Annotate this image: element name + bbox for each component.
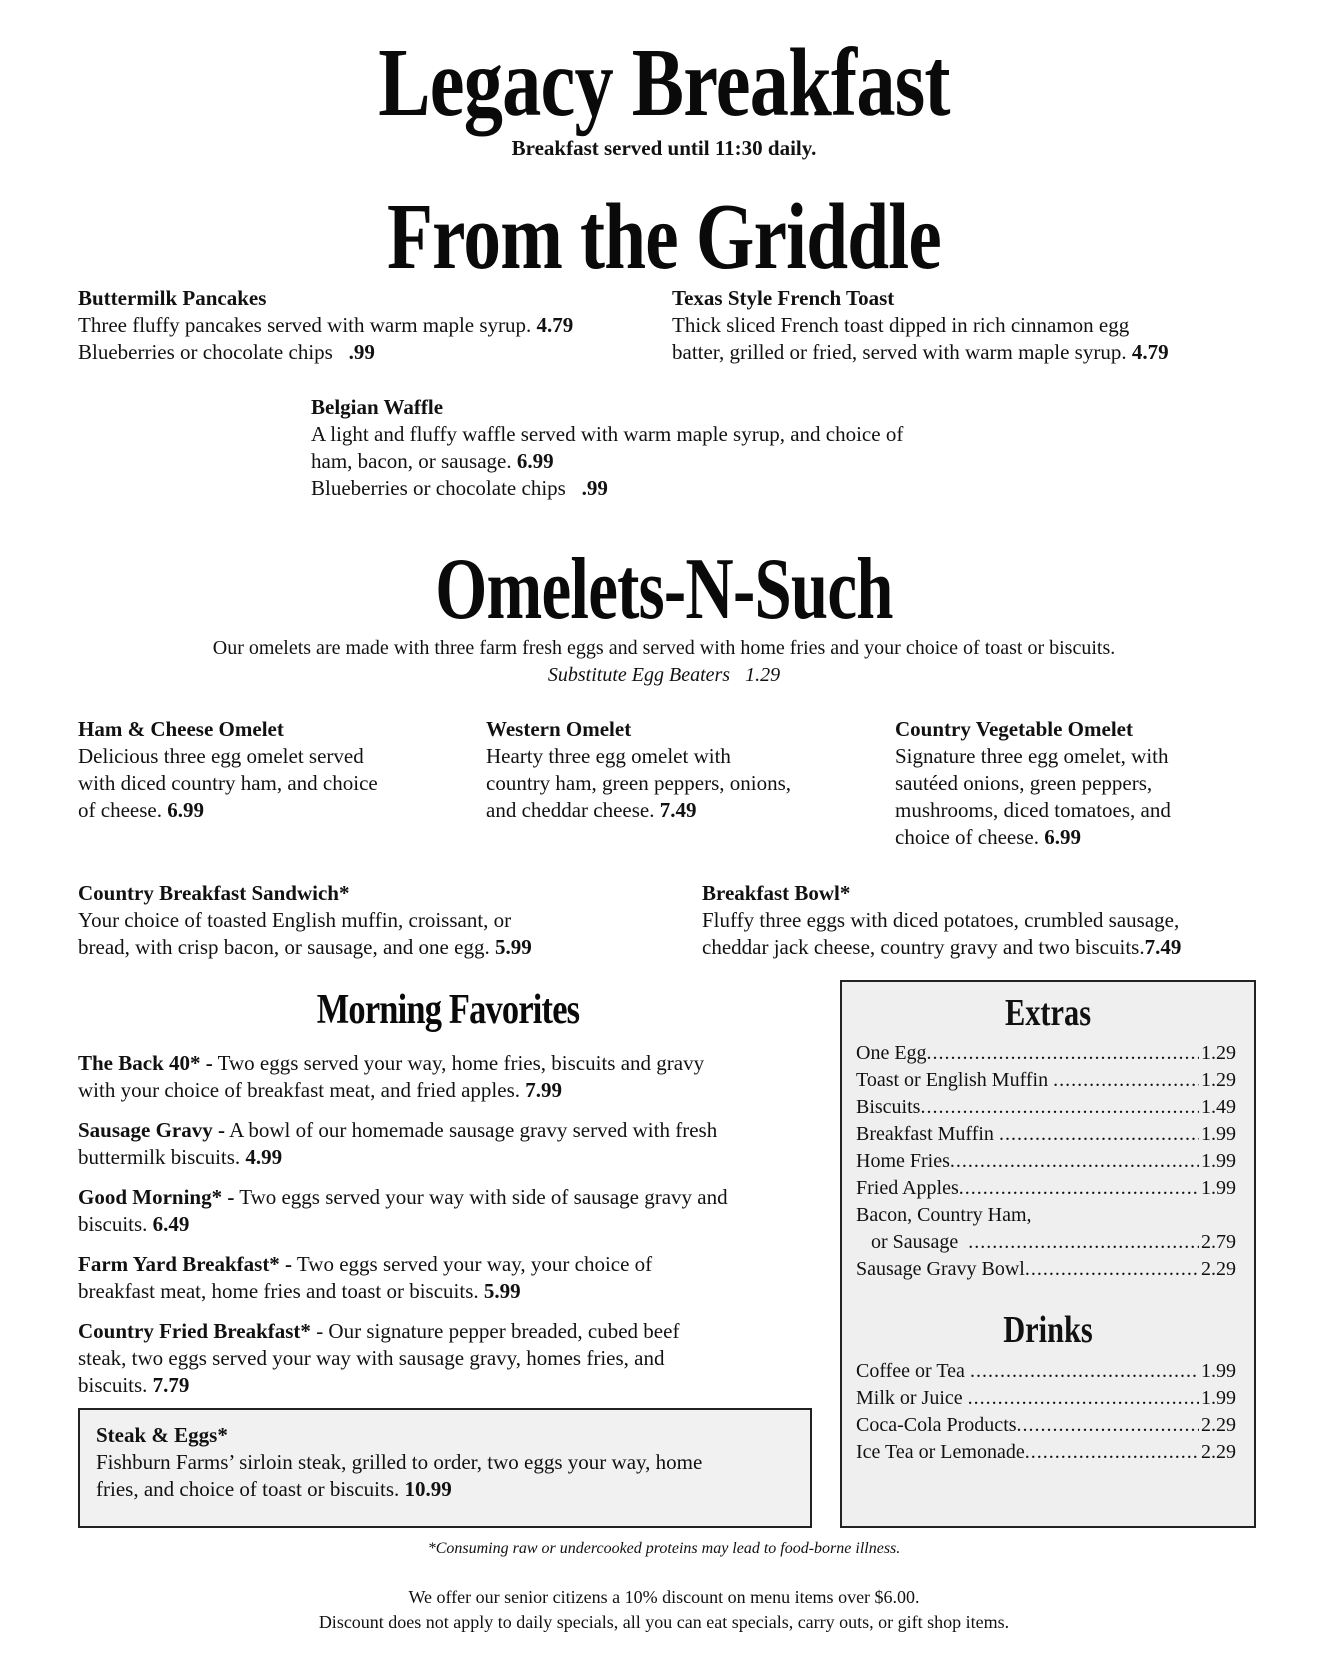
extra-price: 2.79 — [1201, 1231, 1236, 1253]
drinks-row — [856, 1439, 1236, 1466]
item-desc: ham, bacon, or sausage. — [311, 449, 512, 473]
extra-label: Breakfast Muffin — [856, 1123, 999, 1145]
item-price: 6.99 — [1044, 825, 1081, 849]
item-desc: Your choice of toasted English muffin, croissant, or — [78, 908, 512, 932]
item-desc: cheddar jack cheese, country gravy and two biscuits. — [702, 935, 1145, 959]
item-desc: of cheese. — [78, 798, 162, 822]
pancakes-item — [78, 285, 658, 366]
griddle-heading: From the Griddle — [387, 185, 941, 289]
breakfast-bowl — [702, 880, 1302, 961]
food-safety-disclaimer: *Consuming raw or undercooked proteins may lead to food-borne illness. — [427, 1540, 901, 1557]
ham-cheese-omelet — [78, 716, 458, 824]
extra-price: 1.99 — [1201, 1177, 1236, 1199]
drinks-heading: Drinks — [1003, 1309, 1093, 1351]
country-fried-item — [78, 1318, 818, 1399]
substitute-note: Substitute Egg Beaters — [547, 664, 731, 686]
item-desc: Delicious three egg omelet served — [78, 744, 364, 768]
omelets-intro — [0, 635, 1328, 689]
item-desc: buttermilk biscuits. — [78, 1145, 241, 1169]
drinks-row — [856, 1385, 1236, 1412]
item-desc: country ham, green peppers, onions, — [486, 771, 792, 795]
drink-price: 1.99 — [1201, 1387, 1236, 1409]
item-desc: and cheddar cheese. — [486, 798, 655, 822]
intro-text: Our omelets are made with three farm fresh eggs and served with home fries and your choice of toast or biscuits. — [212, 637, 1116, 659]
extra-label: Biscuits — [856, 1096, 921, 1118]
extras-drinks-box — [840, 980, 1256, 1528]
item-name: Sausage Gravy - — [78, 1118, 225, 1142]
item-desc: sautéed onions, green peppers, — [895, 771, 1153, 795]
item-desc: biscuits. — [78, 1373, 148, 1397]
extra-label: One Egg — [856, 1042, 927, 1064]
item-desc: with diced country ham, and choice — [78, 771, 378, 795]
item-price: 4.99 — [245, 1145, 283, 1169]
item-desc: Thick sliced French toast dipped in rich cinnamon egg — [672, 313, 1130, 337]
extra-label: Fried Apples — [856, 1177, 959, 1199]
item-price: 7.99 — [525, 1078, 562, 1102]
extra-price: 2.29 — [1201, 1258, 1236, 1280]
item-desc: - Our signature pepper breaded, cubed beef — [310, 1319, 680, 1343]
drinks-row — [856, 1412, 1236, 1439]
extra-label: or Sausage — [856, 1231, 969, 1253]
item-name: Country Fried Breakfast* — [78, 1319, 311, 1343]
extra-label: Toast or English Muffin — [856, 1069, 1054, 1091]
extras-row — [856, 1175, 1236, 1202]
item-desc: Signature three egg omelet, with — [895, 744, 1169, 768]
item-name: Texas Style French Toast — [672, 286, 895, 310]
item-name: Good Morning* - — [78, 1185, 235, 1209]
addon-price: .99 — [581, 476, 608, 500]
item-price: 6.99 — [516, 449, 554, 473]
extras-row — [856, 1148, 1236, 1175]
extras-row — [856, 1229, 1236, 1256]
extra-label: Sausage Gravy Bowl — [856, 1258, 1025, 1280]
breakfast-sandwich — [78, 880, 678, 961]
item-desc: Fluffy three eggs with diced potatoes, crumbled sausage, — [702, 908, 1180, 932]
item-price: 7.79 — [152, 1373, 190, 1397]
addon-price: .99 — [348, 340, 375, 364]
item-desc: A light and fluffy waffle served with warm maple syrup, and choice of — [311, 422, 904, 446]
item-price: 5.99 — [494, 935, 532, 959]
drink-price: 2.29 — [1201, 1414, 1236, 1436]
item-name: Ham & Cheese Omelet — [78, 717, 284, 741]
extras-row — [856, 1256, 1236, 1283]
drink-label: Coca-Cola Products — [856, 1414, 1017, 1436]
extra-price: 1.99 — [1201, 1123, 1236, 1145]
item-desc: Two eggs served your way, your choice of — [292, 1252, 653, 1276]
item-desc: breakfast meat, home fries and toast or biscuits. — [78, 1279, 479, 1303]
drink-price: 1.99 — [1201, 1360, 1236, 1382]
item-name: Breakfast Bowl* — [702, 881, 851, 905]
item-name: Belgian Waffle — [311, 395, 444, 419]
item-name: The Back 40* - — [78, 1051, 213, 1075]
extras-row — [856, 1202, 1236, 1229]
vegetable-omelet — [895, 716, 1295, 851]
menu-title: Legacy Breakfast — [378, 29, 950, 137]
item-price: 6.99 — [167, 798, 204, 822]
omelets-heading: Omelets-N-Such — [435, 541, 893, 638]
item-addon: Blueberries or chocolate chips — [78, 340, 333, 364]
extras-row — [856, 1040, 1236, 1067]
item-desc: bread, with crisp bacon, or sausage, and one egg. — [78, 935, 490, 959]
item-price: 6.49 — [152, 1212, 190, 1236]
western-omelet — [486, 716, 866, 824]
extra-price: 1.49 — [1201, 1096, 1236, 1118]
sausage-gravy-item — [78, 1117, 818, 1171]
item-name: Steak & Eggs* — [96, 1423, 228, 1447]
item-desc: A bowl of our homemade sausage gravy served with fresh — [225, 1118, 718, 1142]
extra-price: 1.99 — [1201, 1150, 1236, 1172]
item-desc: Two eggs served your way with side of sausage gravy and — [234, 1185, 728, 1209]
item-desc: steak, two eggs served your way with sausage gravy, homes fries, and — [78, 1346, 665, 1370]
extras-row — [856, 1121, 1236, 1148]
favorites-heading: Morning Favorites — [316, 987, 580, 1033]
item-desc: batter, grilled or fried, served with warm maple syrup. — [672, 340, 1127, 364]
breakfast-hours: Breakfast served until 11:30 daily. — [511, 136, 817, 160]
senior-line-2: Discount does not apply to daily specials, all you can eat specials, carry outs, or gift shop items. — [318, 1612, 1010, 1632]
item-desc: with your choice of breakfast meat, and fried apples. — [78, 1078, 520, 1102]
item-desc: Three fluffy pancakes served with warm maple syrup. — [78, 313, 532, 337]
back-40-item — [78, 1050, 818, 1104]
item-name: Country Vegetable Omelet — [895, 717, 1133, 741]
senior-discount-note — [0, 1585, 1328, 1635]
item-desc: choice of cheese. — [895, 825, 1039, 849]
item-price: 5.99 — [483, 1279, 521, 1303]
item-name: Buttermilk Pancakes — [78, 286, 267, 310]
steak-eggs-box — [78, 1408, 812, 1528]
extra-price: 1.29 — [1201, 1069, 1236, 1091]
drink-label: Ice Tea or Lemonade — [856, 1441, 1025, 1463]
drink-price: 2.29 — [1201, 1441, 1236, 1463]
extras-row — [856, 1094, 1236, 1121]
item-desc: Hearty three egg omelet with — [486, 744, 731, 768]
farm-yard-item — [78, 1251, 818, 1305]
item-name: Western Omelet — [486, 717, 632, 741]
substitute-price: 1.29 — [745, 664, 781, 686]
item-price: 4.79 — [536, 313, 574, 337]
extras-row — [856, 1067, 1236, 1094]
good-morning-item — [78, 1184, 818, 1238]
item-desc: mushrooms, diced tomatoes, and — [895, 798, 1171, 822]
item-price: 10.99 — [404, 1477, 452, 1501]
item-price: 7.49 — [1144, 935, 1182, 959]
drink-label: Milk or Juice — [856, 1387, 968, 1409]
item-name: Farm Yard Breakfast* - — [78, 1252, 293, 1276]
item-desc: fries, and choice of toast or biscuits. — [96, 1477, 400, 1501]
drink-label: Coffee or Tea — [856, 1360, 970, 1382]
waffle-item — [311, 394, 1031, 502]
extra-label: Bacon, Country Ham, — [856, 1204, 1032, 1226]
drinks-row — [856, 1358, 1236, 1385]
senior-line-1: We offer our senior citizens a 10% discount on menu items over $6.00. — [408, 1587, 920, 1607]
item-desc: biscuits. — [78, 1212, 148, 1236]
item-name: Country Breakfast Sandwich* — [78, 881, 350, 905]
french-toast-item — [672, 285, 1272, 366]
item-addon: Blueberries or chocolate chips — [311, 476, 566, 500]
item-desc: Two eggs served your way, home fries, biscuits and gravy — [212, 1051, 705, 1075]
extra-price: 1.29 — [1201, 1042, 1236, 1064]
item-price: 4.79 — [1131, 340, 1169, 364]
item-desc: Fishburn Farms’ sirloin steak, grilled to order, two eggs your way, home — [96, 1450, 703, 1474]
extra-label: Home Fries — [856, 1150, 950, 1172]
extras-heading: Extras — [1004, 992, 1092, 1034]
item-price: 7.49 — [659, 798, 697, 822]
